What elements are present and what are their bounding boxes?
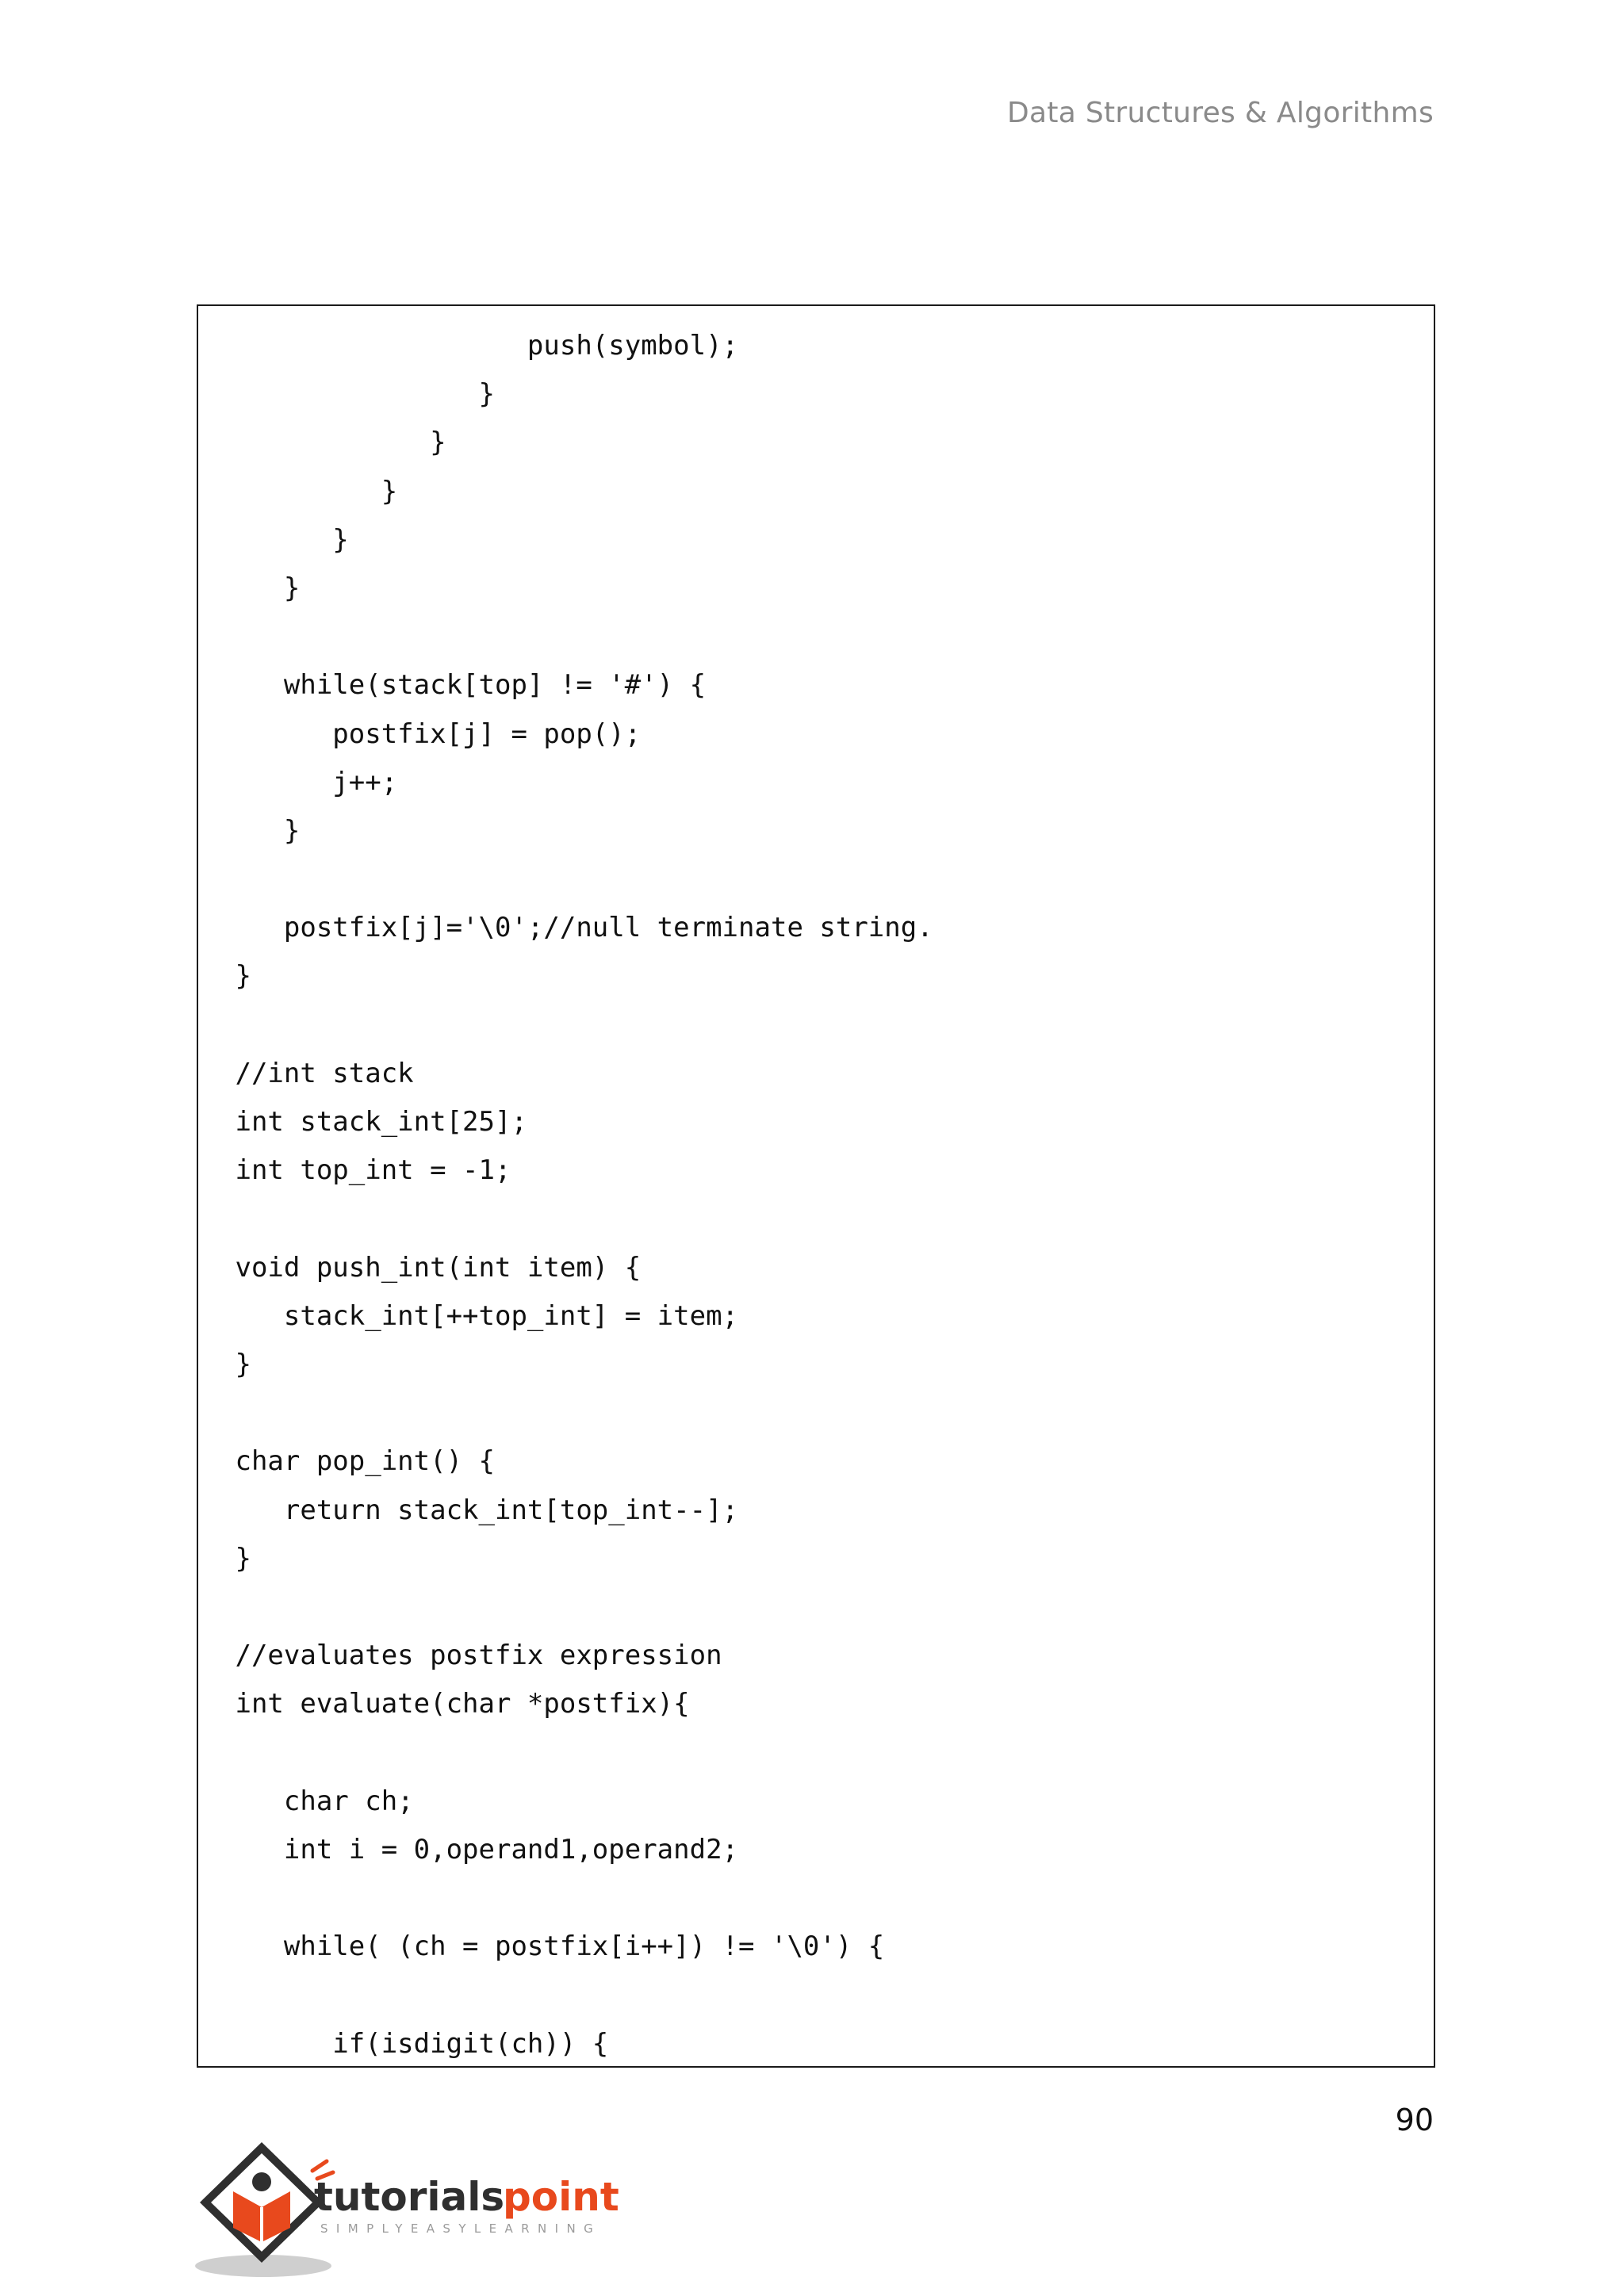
brand-text-left: tutorials [314, 2174, 505, 2220]
code-line: char pop_int() { [219, 1445, 495, 1478]
code-line: } [219, 427, 446, 459]
code-line [219, 1195, 933, 1243]
code-line: int stack_int[25]; [219, 1106, 527, 1138]
page-number: 90 [1395, 2103, 1434, 2137]
code-line [219, 1583, 933, 1632]
brand-text-right: point [503, 2174, 619, 2220]
running-header: Data Structures & Algorithms [1006, 97, 1434, 129]
code-line: } [219, 378, 495, 411]
code-line: //evaluates postfix expression [219, 1640, 722, 1672]
code-line [219, 1728, 933, 1777]
code-line: void push_int(int item) { [219, 1251, 642, 1284]
code-line [219, 855, 933, 904]
code-line: } [219, 475, 398, 507]
code-line: while( (ch = postfix[i++]) != '\0') { [219, 1931, 885, 1963]
code-line [219, 613, 933, 661]
code-line: postfix[j]='\0';//null terminate string. [219, 912, 933, 944]
code-line: return stack_int[top_int--]; [219, 1494, 739, 1526]
code-line: stack_int[++top_int] = item; [219, 1299, 739, 1332]
code-lines [219, 322, 933, 2068]
code-line: int evaluate(char *postfix){ [219, 1688, 690, 1720]
code-line: int top_int = -1; [219, 1154, 511, 1187]
code-line: char ch; [219, 1785, 414, 1817]
code-line: int i = 0,operand1,operand2; [219, 1833, 739, 1866]
code-line: push(symbol); [219, 330, 739, 362]
logo-graphic [193, 2133, 638, 2283]
code-block [197, 304, 1435, 2068]
brand-tagline: SIMPLYEASYLEARNING [320, 2221, 602, 2236]
code-line: } [219, 1348, 251, 1380]
code-line: while(stack[top] != '#') { [219, 669, 707, 702]
code-line: } [219, 814, 301, 847]
code-line: } [219, 1542, 251, 1575]
code-line: } [219, 523, 349, 556]
tutorialspoint-logo [193, 2133, 638, 2283]
code-line [219, 1389, 933, 1437]
code-line: j++; [219, 766, 398, 798]
code-line [219, 1001, 933, 1050]
figure-head [252, 2172, 271, 2191]
code-line: if(isdigit(ch)) { [219, 2027, 609, 2060]
code-line [219, 1874, 933, 1923]
code-line: } [219, 572, 301, 604]
code-line: postfix[j] = pop(); [219, 718, 642, 750]
code-line [219, 1971, 933, 2019]
code-line: //int stack [219, 1057, 414, 1089]
code-line: } [219, 960, 251, 993]
